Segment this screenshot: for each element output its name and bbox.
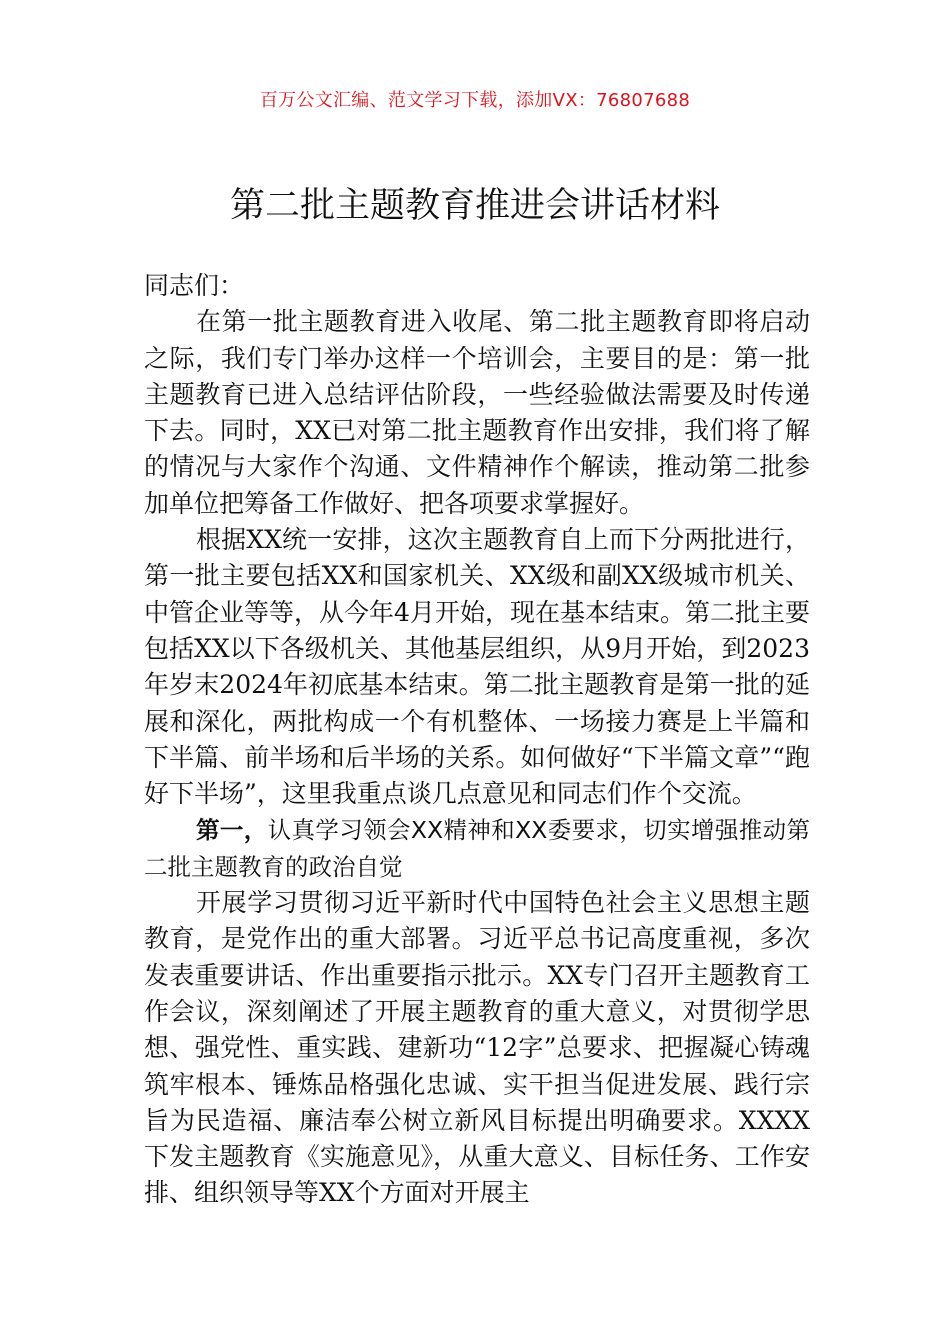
paragraph-arrangement: 根据XX统一安排，这次主题教育自上而下分两批进行，第一批主要包括XX和国家机关、XX级和副XX级城市机关、中管企业等等，从今年4月开始，现在基本结束。第二批主要包括XX以下各级机关、其他基层组织，从9月开始，到2023年岁末2024年初底基本结束。第二批主题教育是第一批的延展和深化，两批构成一个有机整体、一场接力赛是上半篇和下半篇、前半场和后半场的关系。如何做好“下半篇文章”“跑好下半场”，这里我重点谈几点意见和同志们作个交流。 — [144, 525, 810, 809]
document-body — [144, 268, 810, 1212]
paragraph-intro: 在第一批主题教育进入收尾、第二批主题教育即将启动之际，我们专门举办这样一个培训会，主要目的是：第一批主题教育已进入总结评估阶段，一些经验做法需要及时传递下去。同时，XX已对第二批主题教育作出安排，我们将了解的情况与大家作个沟通、文件精神作个解读，推动第二批参加单位把筹备工作做好、把各项要求掌握好。 — [144, 307, 810, 518]
section-one-heading — [144, 812, 810, 885]
section-one-heading-text: 认真学习领会XX精神和XX委要求，切实增强推动第二批主题教育的政治自觉 — [144, 816, 810, 881]
salutation: 同志们： — [144, 271, 245, 300]
document-title: 第二批主题教育推进会讲话材料 — [229, 186, 720, 226]
paragraph-section-one: 开展学习贯彻习近平新时代中国特色社会主义思想主题教育，是党作出的重大部署。习近平总书记高度重视，多次发表重要讲话、作出重要指示批示。XX专门召开主题教育工作会议，深刻阐述了开展主题教育的重大意义，对贯彻学思想、强党性、重实践、建新功“12字”总要求、把握凝心铸魂筑牢根本、锤炼品格强化忠诚、实干担当促进发展、践行宗旨为民造福、廉洁奉公树立新风目标提出明确要求。XXXX下发主题教育《实施意见》，从重大意义、目标任务、工作安排、组织领导等XX个方面对开展主 — [144, 888, 810, 1208]
watermark-header-note: 百万公文汇编、范文学习下载，添加VX：76807688 — [259, 90, 691, 111]
section-one-lead: 第一， — [196, 816, 268, 845]
